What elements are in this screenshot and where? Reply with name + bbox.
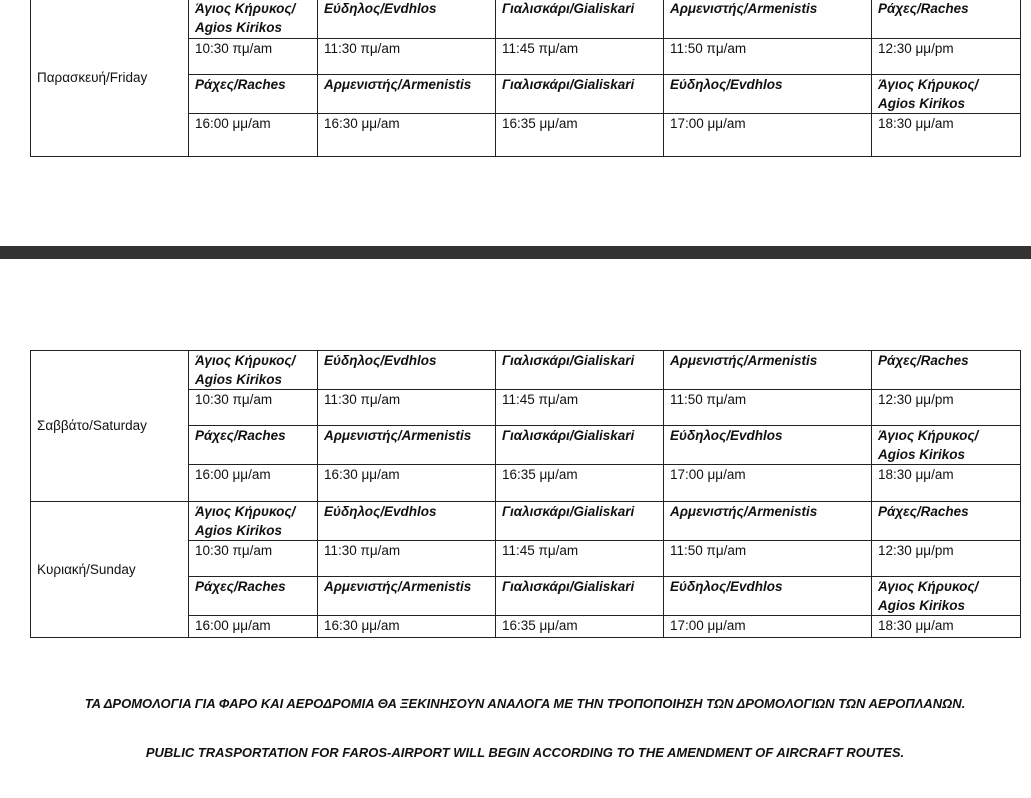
time-cell: 16:30 μμ/am <box>318 114 496 157</box>
time-cell: 17:00 μμ/am <box>664 114 872 157</box>
stop-cell: Άγιος Κήρυκος/ Agios Kirikos <box>872 75 1021 114</box>
time-cell: 11:45 πμ/am <box>496 39 664 75</box>
time-cell: 16:00 μμ/am <box>189 465 318 502</box>
notice-english: PUBLIC TRASPORTATION FOR FAROS-AIRPORT WILL BEGIN ACCORDING TO THE AMENDMENT OF AIRCRAFT ROUTES. <box>145 745 905 760</box>
page-divider <box>0 246 1031 259</box>
stop-cell: Γιαλισκάρι/Gialiskari <box>496 502 664 541</box>
saturday-morning-stops-row <box>31 351 1021 390</box>
stop-cell: Ράχες/Raches <box>189 426 318 465</box>
time-cell: 16:35 μμ/am <box>496 616 664 638</box>
time-cell: 11:30 πμ/am <box>318 39 496 75</box>
stop-cell: Γιαλισκάρι/Gialiskari <box>496 75 664 114</box>
weekend-schedule-table <box>30 350 1021 638</box>
time-cell: 18:30 μμ/am <box>872 465 1021 502</box>
time-cell: 18:30 μμ/am <box>872 616 1021 638</box>
time-cell: 10:30 πμ/am <box>189 541 318 577</box>
stop-cell: Εύδηλος/Evdhlos <box>318 0 496 39</box>
time-cell: 12:30 μμ/pm <box>872 39 1021 75</box>
stop-cell: Γιαλισκάρι/Gialiskari <box>496 351 664 390</box>
time-cell: 17:00 μμ/am <box>664 465 872 502</box>
stop-cell: Άγιος Κήρυκος/ Agios Kirikos <box>189 502 318 541</box>
time-cell: 16:30 μμ/am <box>318 465 496 502</box>
stop-cell: Αρμενιστής/Armenistis <box>664 502 872 541</box>
stop-cell: Άγιος Κήρυκος/ Agios Kirikos <box>189 351 318 390</box>
friday-day-label: Παρασκευή/Friday <box>31 0 189 157</box>
stop-cell: Αρμενιστής/Armenistis <box>664 351 872 390</box>
stop-cell: Γιαλισκάρι/Gialiskari <box>496 0 664 39</box>
time-cell: 11:30 πμ/am <box>318 541 496 577</box>
time-cell: 12:30 μμ/pm <box>872 390 1021 426</box>
time-cell: 11:30 πμ/am <box>318 390 496 426</box>
time-cell: 17:00 μμ/am <box>664 616 872 638</box>
stop-cell: Ράχες/Raches <box>189 577 318 616</box>
stop-cell: Άγιος Κήρυκος/ Agios Kirikos <box>189 0 318 39</box>
time-cell: 16:00 μμ/am <box>189 616 318 638</box>
time-cell: 16:30 μμ/am <box>318 616 496 638</box>
time-cell: 11:50 πμ/am <box>664 541 872 577</box>
sunday-day-label: Κυριακή/Sunday <box>31 502 189 638</box>
sunday-morning-stops-row <box>31 502 1021 541</box>
stop-cell: Εύδηλος/Evdhlos <box>664 426 872 465</box>
stop-cell: Εύδηλος/Evdhlos <box>664 75 872 114</box>
notice-greek: ΤΑ ΔΡΟΜΟΛΟΓΙΑ ΓΙΑ ΦΑΡΟ ΚΑΙ ΑΕΡΟΔΡΟΜΙΑ ΘΑ ΞΕΚΙΝΗΣΟΥΝ ΑΝΑΛΟΓΑ ΜΕ ΤΗΝ ΤΡΟΠΟΠΟΙΗΣΗ ΤΩΝ ΔΡΟΜΟΛΟΓΙΩΝ ΤΩΝ ΑΕΡΟΠΛΑΝΩΝ. <box>84 696 966 711</box>
stop-cell: Αρμενιστής/Armenistis <box>318 75 496 114</box>
stop-cell: Εύδηλος/Evdhlos <box>318 351 496 390</box>
time-cell: 16:35 μμ/am <box>496 114 664 157</box>
stop-cell: Εύδηλος/Evdhlos <box>664 577 872 616</box>
stop-cell: Ράχες/Raches <box>872 502 1021 541</box>
friday-morning-stops-row <box>31 0 1021 39</box>
stop-cell: Αρμενιστής/Armenistis <box>318 426 496 465</box>
time-cell: 11:45 πμ/am <box>496 541 664 577</box>
stop-cell: Εύδηλος/Evdhlos <box>318 502 496 541</box>
saturday-day-label: Σαββάτο/Saturday <box>31 351 189 502</box>
time-cell: 11:45 πμ/am <box>496 390 664 426</box>
stop-cell: Αρμενιστής/Armenistis <box>318 577 496 616</box>
friday-schedule-table <box>30 0 1021 157</box>
stop-cell: Αρμενιστής/Armenistis <box>664 0 872 39</box>
time-cell: 10:30 πμ/am <box>189 390 318 426</box>
stop-cell: Άγιος Κήρυκος/ Agios Kirikos <box>872 426 1021 465</box>
stop-cell: Ράχες/Raches <box>189 75 318 114</box>
stop-cell: Ράχες/Raches <box>872 0 1021 39</box>
time-cell: 10:30 πμ/am <box>189 39 318 75</box>
time-cell: 12:30 μμ/pm <box>872 541 1021 577</box>
stop-cell: Γιαλισκάρι/Gialiskari <box>496 577 664 616</box>
time-cell: 18:30 μμ/am <box>872 114 1021 157</box>
stop-cell: Γιαλισκάρι/Gialiskari <box>496 426 664 465</box>
time-cell: 16:35 μμ/am <box>496 465 664 502</box>
time-cell: 16:00 μμ/am <box>189 114 318 157</box>
stop-cell: Άγιος Κήρυκος/ Agios Kirikos <box>872 577 1021 616</box>
time-cell: 11:50 πμ/am <box>664 39 872 75</box>
stop-cell: Ράχες/Raches <box>872 351 1021 390</box>
time-cell: 11:50 πμ/am <box>664 390 872 426</box>
